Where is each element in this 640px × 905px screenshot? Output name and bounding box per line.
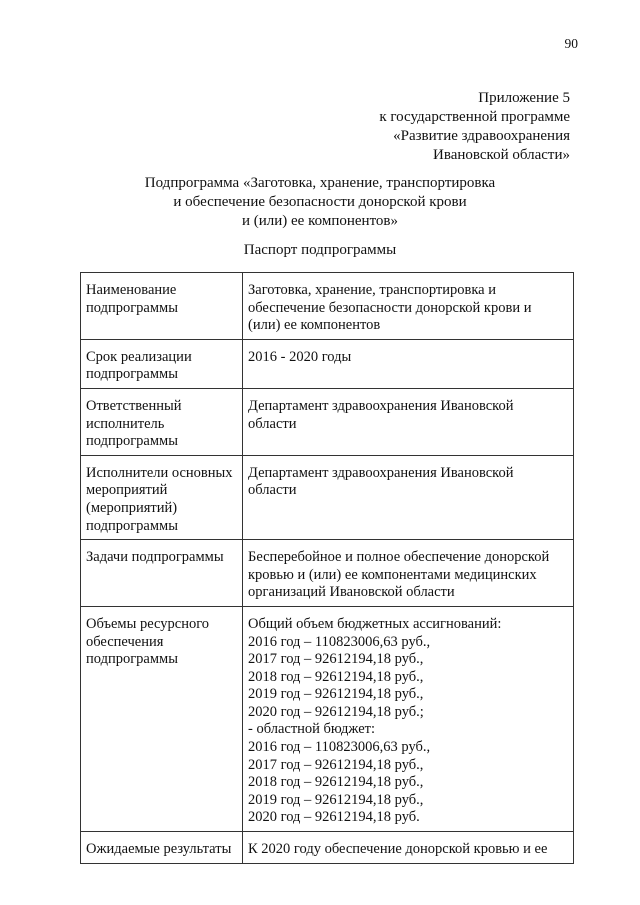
row-label-cell (81, 606, 243, 831)
row-value-line: 2019 год – 92612194,18 руб., (248, 791, 424, 808)
row-value-line: 2018 год – 92612194,18 руб., (248, 774, 424, 791)
subprogram-title (0, 174, 640, 231)
row-value-line: 2019 год – 92612194,18 руб., (248, 686, 424, 703)
table-row (81, 273, 574, 340)
row-label-line: исполнитель (86, 415, 165, 432)
appendix-header (379, 89, 570, 165)
row-value-cell (243, 540, 574, 607)
table-row (81, 606, 574, 831)
table-row (81, 455, 574, 539)
row-value-line: области (248, 482, 297, 499)
row-value-line: Департамент здравоохранения Ивановской (248, 464, 514, 481)
table-row (81, 832, 574, 864)
row-label-cell (81, 273, 243, 340)
row-label-line: Исполнители основных (86, 464, 233, 481)
row-value-line: (или) ее компонентов (248, 317, 381, 334)
row-value-line: 2016 год – 110823006,63 руб., (248, 739, 431, 756)
row-value-line: 2016 год – 110823006,63 руб., (248, 633, 431, 650)
row-label-cell (81, 339, 243, 388)
row-value-line: Бесперебойное и полное обеспечение донорской (248, 549, 550, 566)
row-label-line: подпрограммы (86, 433, 178, 450)
row-value-cell (243, 273, 574, 340)
row-label-line: подпрограммы (86, 517, 178, 534)
row-label-line: обеспечения (86, 633, 164, 650)
row-value-line: 2020 год – 92612194,18 руб.; (248, 703, 424, 720)
row-value-line: 2018 год – 92612194,18 руб., (248, 668, 424, 685)
row-label-line: Объемы ресурсного (86, 615, 210, 632)
subprogram-title-line: и обеспечение безопасности донорской крови (173, 194, 467, 210)
subprogram-title-line: и (или) ее компонентов» (241, 213, 399, 229)
row-label-line: Ответственный (86, 397, 182, 414)
row-value-line: - областной бюджет: (248, 721, 376, 738)
row-value-line: 2017 год – 92612194,18 руб., (248, 651, 424, 668)
row-label-cell (81, 388, 243, 455)
row-value-cell (243, 455, 574, 539)
row-label-line: подпрограммы (86, 299, 178, 316)
row-value-line: Общий объем бюджетных ассигнований: (248, 615, 502, 632)
table-row (81, 388, 574, 455)
row-label-line: подпрограммы (86, 651, 178, 668)
row-label-line: Задачи подпрограммы (86, 549, 224, 566)
row-label-cell (81, 540, 243, 607)
row-label-cell (81, 832, 243, 864)
row-label-line: Ожидаемые результаты (86, 841, 232, 858)
table-row (81, 540, 574, 607)
row-value-line: К 2020 году обеспечение донорской кровью и ее (248, 841, 548, 858)
passport-table-body (81, 273, 574, 864)
row-value-cell (243, 339, 574, 388)
passport-title: Паспорт подпрограммы (243, 242, 397, 258)
row-value-line: кровью и (или) ее компонентами медицинских (248, 566, 537, 583)
appendix-line: «Развитие здравоохранения (393, 128, 570, 144)
appendix-line: к государственной программе (379, 109, 570, 125)
row-value-cell (243, 388, 574, 455)
row-value-line: 2017 год – 92612194,18 руб., (248, 756, 424, 773)
row-value-cell (243, 606, 574, 831)
table-row (81, 339, 574, 388)
appendix-line: Ивановской области» (433, 147, 570, 163)
subprogram-title-line: Подпрограмма «Заготовка, хранение, транспортировка (144, 175, 496, 191)
row-label-line: мероприятий (86, 482, 168, 499)
row-value-line: обеспечение безопасности донорской крови и (248, 299, 532, 316)
row-value-line: области (248, 415, 297, 432)
row-value-cell (243, 832, 574, 864)
row-value-line: организаций Ивановской области (248, 584, 455, 601)
row-value-line: 2020 год – 92612194,18 руб. (248, 809, 420, 826)
page-number: 90 (564, 36, 578, 51)
row-label-line: Наименование (86, 282, 177, 298)
row-value-line: Заготовка, хранение, транспортировка и (248, 282, 496, 298)
appendix-line: Приложение 5 (478, 90, 570, 106)
row-label-line: Срок реализации (86, 348, 192, 365)
row-value-line: 2016 - 2020 годы (248, 348, 352, 365)
passport-table (80, 272, 574, 864)
row-label-cell (81, 455, 243, 539)
row-label-line: подпрограммы (86, 366, 178, 383)
row-label-line: (мероприятий) (86, 499, 178, 516)
row-value-line: Департамент здравоохранения Ивановской (248, 397, 514, 414)
